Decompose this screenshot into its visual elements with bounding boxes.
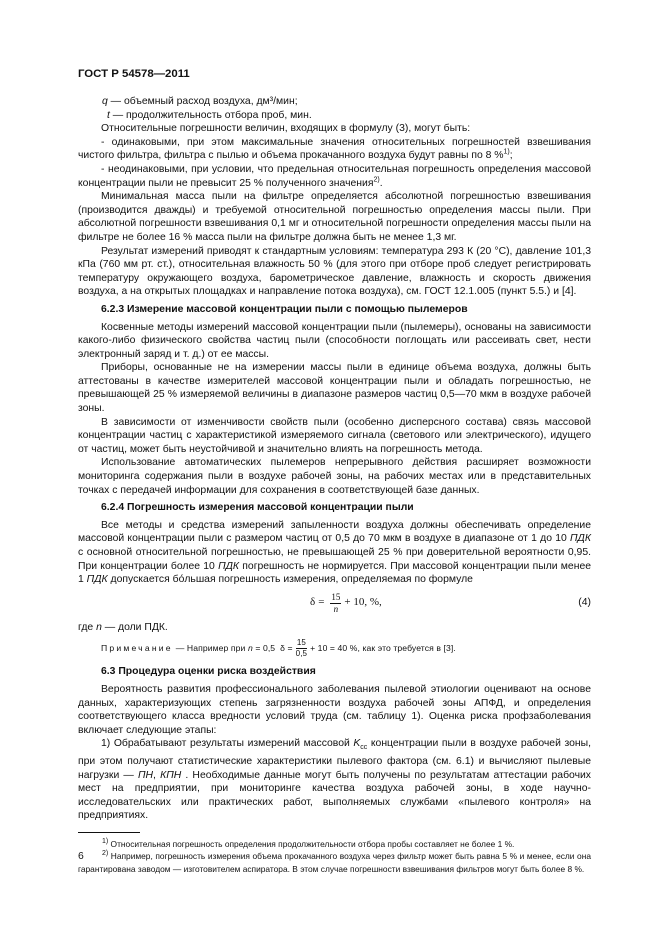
paragraph-text: - одинаковыми, при этом максимальные значения относительных погрешностей взвешивания чистого фильтра, фильтра с пылью и объема прокачанного воздуха будут равны по 8 %: [78, 136, 591, 162]
term-pdk: ПДК: [218, 560, 240, 572]
formula-body: [310, 592, 382, 615]
note-symbol-n: n: [247, 643, 253, 654]
paragraph-text: ,: [153, 769, 161, 781]
definition-t: [78, 109, 591, 123]
where-clause: [78, 621, 591, 635]
footnote-ref-1[interactable]: 1): [503, 148, 510, 156]
note-text: — Например при: [175, 643, 246, 654]
note-label: Примечание: [101, 643, 173, 654]
paragraph: Использование автоматических пылемеров непрерывного действия расширяет возможности мониторинга содержания пыли в воздухе рабочей зоны, на рабочих местах или в представительных точках с передачей информации для сохранения в соответствующей базе данных.: [78, 457, 591, 496]
definition-q: [78, 95, 591, 109]
paragraph-text: . Необходимые данные могут быть получены по результатам аттестации рабочих мест на предприятии, при мониторинге качества воздуха рабочей зоны, в ходе научно-исследовательских или практических работ, выполняемых службами «пылевого контроля» на предприятиях.: [78, 769, 591, 822]
where-text: где: [78, 621, 97, 633]
formula-delta: δ: [310, 596, 316, 609]
formula-fraction: [330, 592, 341, 615]
paragraph-text: погрешность не нормируется. При массовой концентрации пыли менее 1: [78, 560, 592, 586]
term-kpn: КПН: [160, 769, 182, 781]
footnote-1: [78, 838, 591, 850]
fraction-denominator: n: [333, 603, 339, 614]
definition-t-text: — продолжительность отбора проб, мин.: [109, 109, 312, 121]
note-numerator: 15: [296, 638, 306, 648]
paragraph-text: 1) Обрабатывают результаты измерений массовой: [101, 738, 354, 750]
paragraph-text: ;: [509, 150, 513, 162]
fraction-numerator: 15: [331, 591, 341, 602]
paragraph-text: .: [379, 177, 383, 189]
paragraph: [78, 737, 591, 823]
paragraph: [78, 136, 591, 163]
formula-4: [78, 589, 591, 619]
paragraph: Вероятность развития профессионального заболевания пылевой этиологии оценивают на основе данных, характеризующих степень загрязненности воздуха рабочей зоны АПФД, и определения соответствующего класса вредности условий труда (см. таблицу 1). Оценка риска профзаболевания включает следующие этапы:: [78, 683, 591, 736]
symbol-k: K: [353, 738, 361, 750]
footnote-2: [78, 850, 591, 875]
page-number: 6: [78, 851, 84, 862]
note-fraction: [296, 638, 307, 659]
footnote-text: Относительная погрешность определения продолжительности отбора пробы составляет не более 1 %.: [108, 838, 515, 849]
footnote-ref-2[interactable]: 2): [373, 176, 380, 184]
where-text: — доли ПДК.: [101, 621, 168, 633]
paragraph: Результат измерений приводят к стандартным условиям: температура 293 К (20 °C), давление 101,3 кПа (760 мм рт. ст.), относительная влажность 50 % (для этого при отборе проб следует регистрировать температуру окружающего воздуха, барометрическое давление, влажность и скорость движения воздуха, а на открытых площадках и направление потока воздуха), см. ГОСТ 12.1.005 (пункт 5.5.) и [4].: [78, 245, 591, 298]
paragraph-text: Все методы и средства измерений запыленности воздуха должны обеспечивать определение массовой концентрации пыли с размером частиц от 0,5 до 70 мкм в воздухе в диапазоне от 1 до 10: [78, 519, 591, 545]
note-denominator: 0,5: [295, 649, 308, 659]
section-heading-6-2-4: 6.2.4 Погрешность измерения массовой концентрации пыли: [101, 502, 414, 514]
symbol-q: q: [102, 96, 108, 107]
paragraph: [78, 163, 591, 190]
paragraph: [78, 519, 591, 587]
section-heading-6-2-3: 6.2.3 Измерение массовой концентрации пыли с помощью пылемеров: [101, 303, 468, 315]
footnote-marker-1: 1): [102, 838, 109, 846]
section-heading-6-3: 6.3 Процедура оценки риска воздействия: [101, 666, 316, 678]
symbol-n: n: [96, 621, 102, 633]
paragraph: В зависимости от изменчивости свойств пыли (особенно дисперсного состава) связь массовой концентрации частиц с характеристикой измеряемого сигнала (светового или электрического), идущего от частиц, может быть неустойчивой и значительно влиять на погрешность метода.: [78, 416, 591, 455]
note-text: + 10 = 40 %, как это требуется в [3].: [310, 643, 456, 654]
footnote-marker-2: 2): [102, 850, 109, 858]
term-pn: ПН: [137, 769, 154, 781]
term-pdk: ПДК: [86, 574, 108, 586]
paragraph: Минимальная масса пыли на фильтре определяется абсолютной погрешностью взвешивания (производится дважды) и требуемой относительной погрешностью определения массы пыли. При абсолютной погрешности взвешивания 0,1 мг и относительной погрешности определения массы пыли на фильтре не более 16 % масса пыли на фильтре должна быть не менее 1,3 мг.: [78, 191, 591, 243]
note-text: = 0,5 δ =: [252, 643, 293, 654]
paragraph-text: - неодинаковыми, при условии, что предельная относительная погрешность определения массовой концентрации пыли не превысит 25 % полученного значения: [78, 163, 591, 189]
footnote-text: Например, погрешность измерения объема прокачанного воздуха через фильтр может быть равна 5 % и менее, если она гарантирована заводом — изготовителем аспиратора. В этом случае погрешности взвешивания фильтров могут быть более 8 %.: [78, 851, 591, 874]
main-content: [78, 95, 591, 875]
paragraph: Приборы, основанные не на измерении массы пыли в единице объема воздуха, должны быть аттестованы в качестве измерителей массовой концентрации пыли и обладать погрешностью, не превышающей 25 % измеряемой величины в диапазоне размеров частиц 0,5—70 мкм в воздухе рабочей зоны.: [78, 362, 591, 415]
paragraph-text: концентрации пыли в воздухе рабочей зоны, при этом получают статистические характеристики пылевого фактора (см. 6.1) и вычисляют пылевые нагрузки —: [78, 738, 591, 781]
paragraph-text: допускается бо́льшая погрешность измерения, определяемая по формуле: [107, 574, 473, 586]
term-pdk: ПДК: [570, 533, 591, 545]
document-header: ГОСТ Р 54578—2011: [78, 68, 190, 80]
formula-tail: + 10, %,: [344, 596, 382, 609]
symbol-t: t: [107, 109, 110, 121]
paragraph-text: с основной относительной погрешностью, не превышающей 25 % при доверительной вероятности 0,95. При концентрации более 10: [78, 547, 591, 572]
formula-equals: =: [318, 596, 325, 609]
equation-number: (4): [578, 596, 591, 608]
paragraph: Косвенные методы измерений массовой концентрации пыли (пылемеры), основаны на зависимости какого-либо физического свойства частиц пыли (способности поглощать или рассеивать свет, нести электронный заряд и т. д.) от ее массы.: [78, 321, 591, 360]
note: [78, 638, 591, 659]
paragraph: Относительные погрешности величин, входящих в формулу (3), могут быть:: [101, 123, 471, 135]
footnote-divider: [78, 832, 140, 833]
symbol-k-subscript: сс: [360, 744, 368, 752]
definition-q-text: — объемный расход воздуха, дм³/мин;: [107, 96, 298, 107]
